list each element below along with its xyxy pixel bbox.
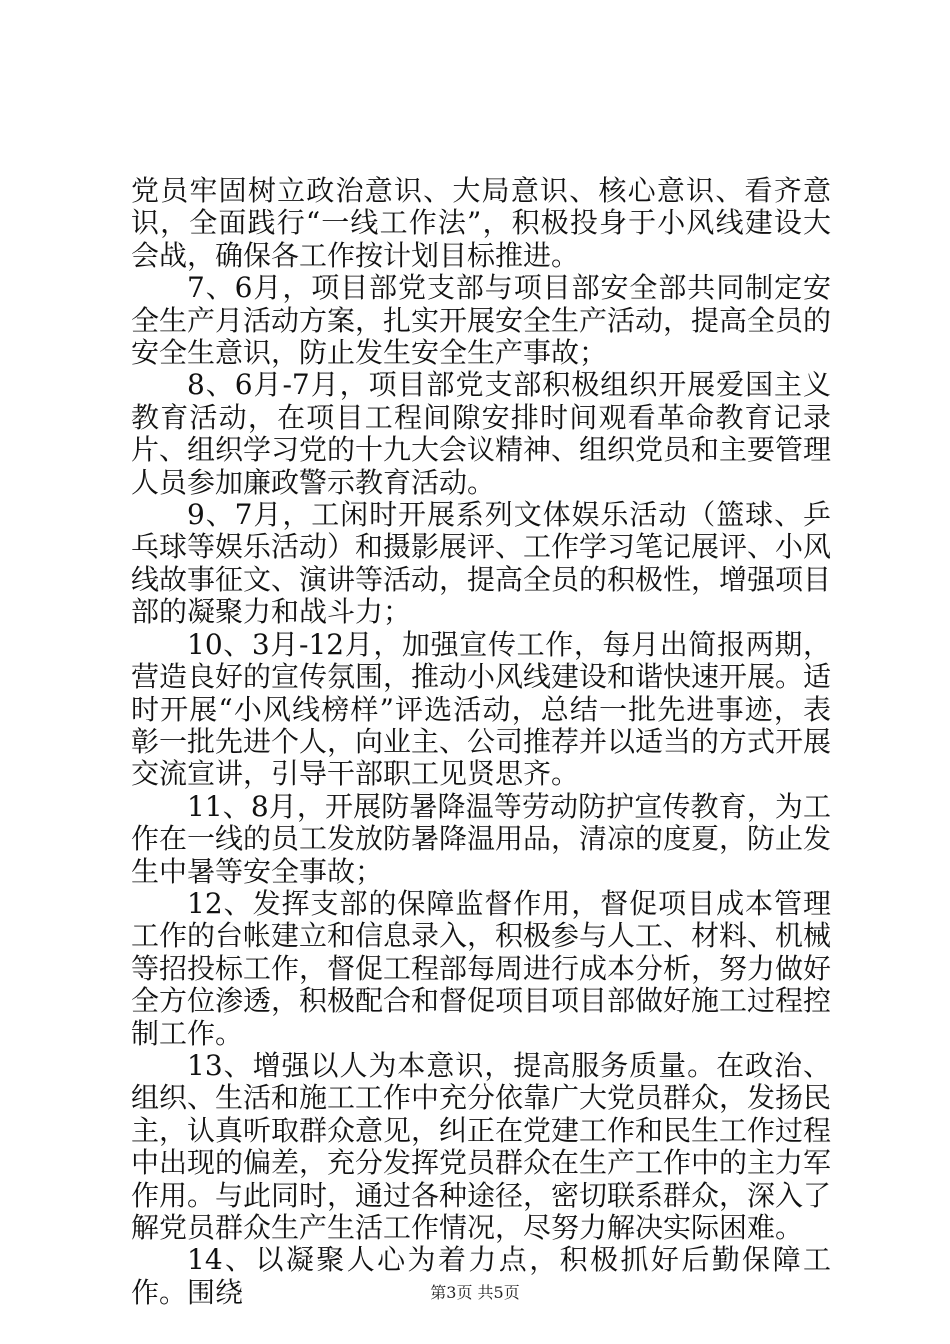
paragraph-9: 14、以凝聚人心为着力点，积极抓好后勤保障工作。围绕 [131,1243,831,1309]
document-body [131,175,831,1309]
paragraph-7: 12、发挥支部的保障监督作用，督促项目成本管理工作的台帐建立和信息录入，积极参与人工、材料、机械等招投标工作，督促工程部每周进行成本分析，努力做好全方位渗透，积极配合和督促项目项目部做好施工过程控制工作。 [131,886,832,1050]
paragraph-1: 党员牢固树立政治意识、大局意识、核心意识、看齐意识，全面践行“一线工作法”，积极投身于小风线建设大会战，确保各工作按计划目标推进。 [131,174,831,272]
paragraph-2: 7、6月，项目部党支部与项目部安全部共同制定安全生产月活动方案，扎实开展安全生产活动，提高全员的安全生意识，防止发生安全生产事故； [131,271,832,370]
paragraph-6: 11、8月，开展防暑降温等劳动防护宣传教育，为工作在一线的员工发放防暑降温用品，清凉的度夏，防止发生中暑等安全事故； [131,789,832,888]
page-footer [0,1280,950,1303]
paragraph-8: 13、增强以人为本意识，提高服务质量。在政治、组织、生活和施工工作中充分依靠广大党员群众，发扬民主，认真听取群众意见，纠正在党建工作和民生工作过程中出现的偏差，充分发挥党员群众在生产工作中的主力军作用。与此同时，通过各种途径，密切联系群众，深入了解党员群众生产生活工作情况，尽努力解决实际困难。 [131,1048,832,1244]
paragraph-4: 9、7月，工闲时开展系列文体娱乐活动（篮球、乒乓球等娱乐活动）和摄影展评、工作学习笔记展评、小风线故事征文、演讲等活动，提高全员的积极性，增强项目部的凝聚力和战斗力； [131,498,832,629]
paragraph-5: 10、3月-12月，加强宣传工作，每月出简报两期，营造良好的宣传氛围，推动小风线建设和谐快速开展。适时开展“小风线榜样”评选活动，总结一批先进事迹，表彰一批先进个人，向业主、公司推荐并以适当的方式开展交流宣讲，引导干部职工见贤思齐。 [131,627,832,791]
paragraph-3: 8、6月-7月，项目部党支部积极组织开展爱国主义教育活动，在项目工程间隙安排时间观看革命教育记录片、组织学习党的十九大会议精神、组织党员和主要管理人员参加廉政警示教育活动。 [131,368,832,499]
page-number-label: 第3页 共5页 [430,1283,520,1302]
